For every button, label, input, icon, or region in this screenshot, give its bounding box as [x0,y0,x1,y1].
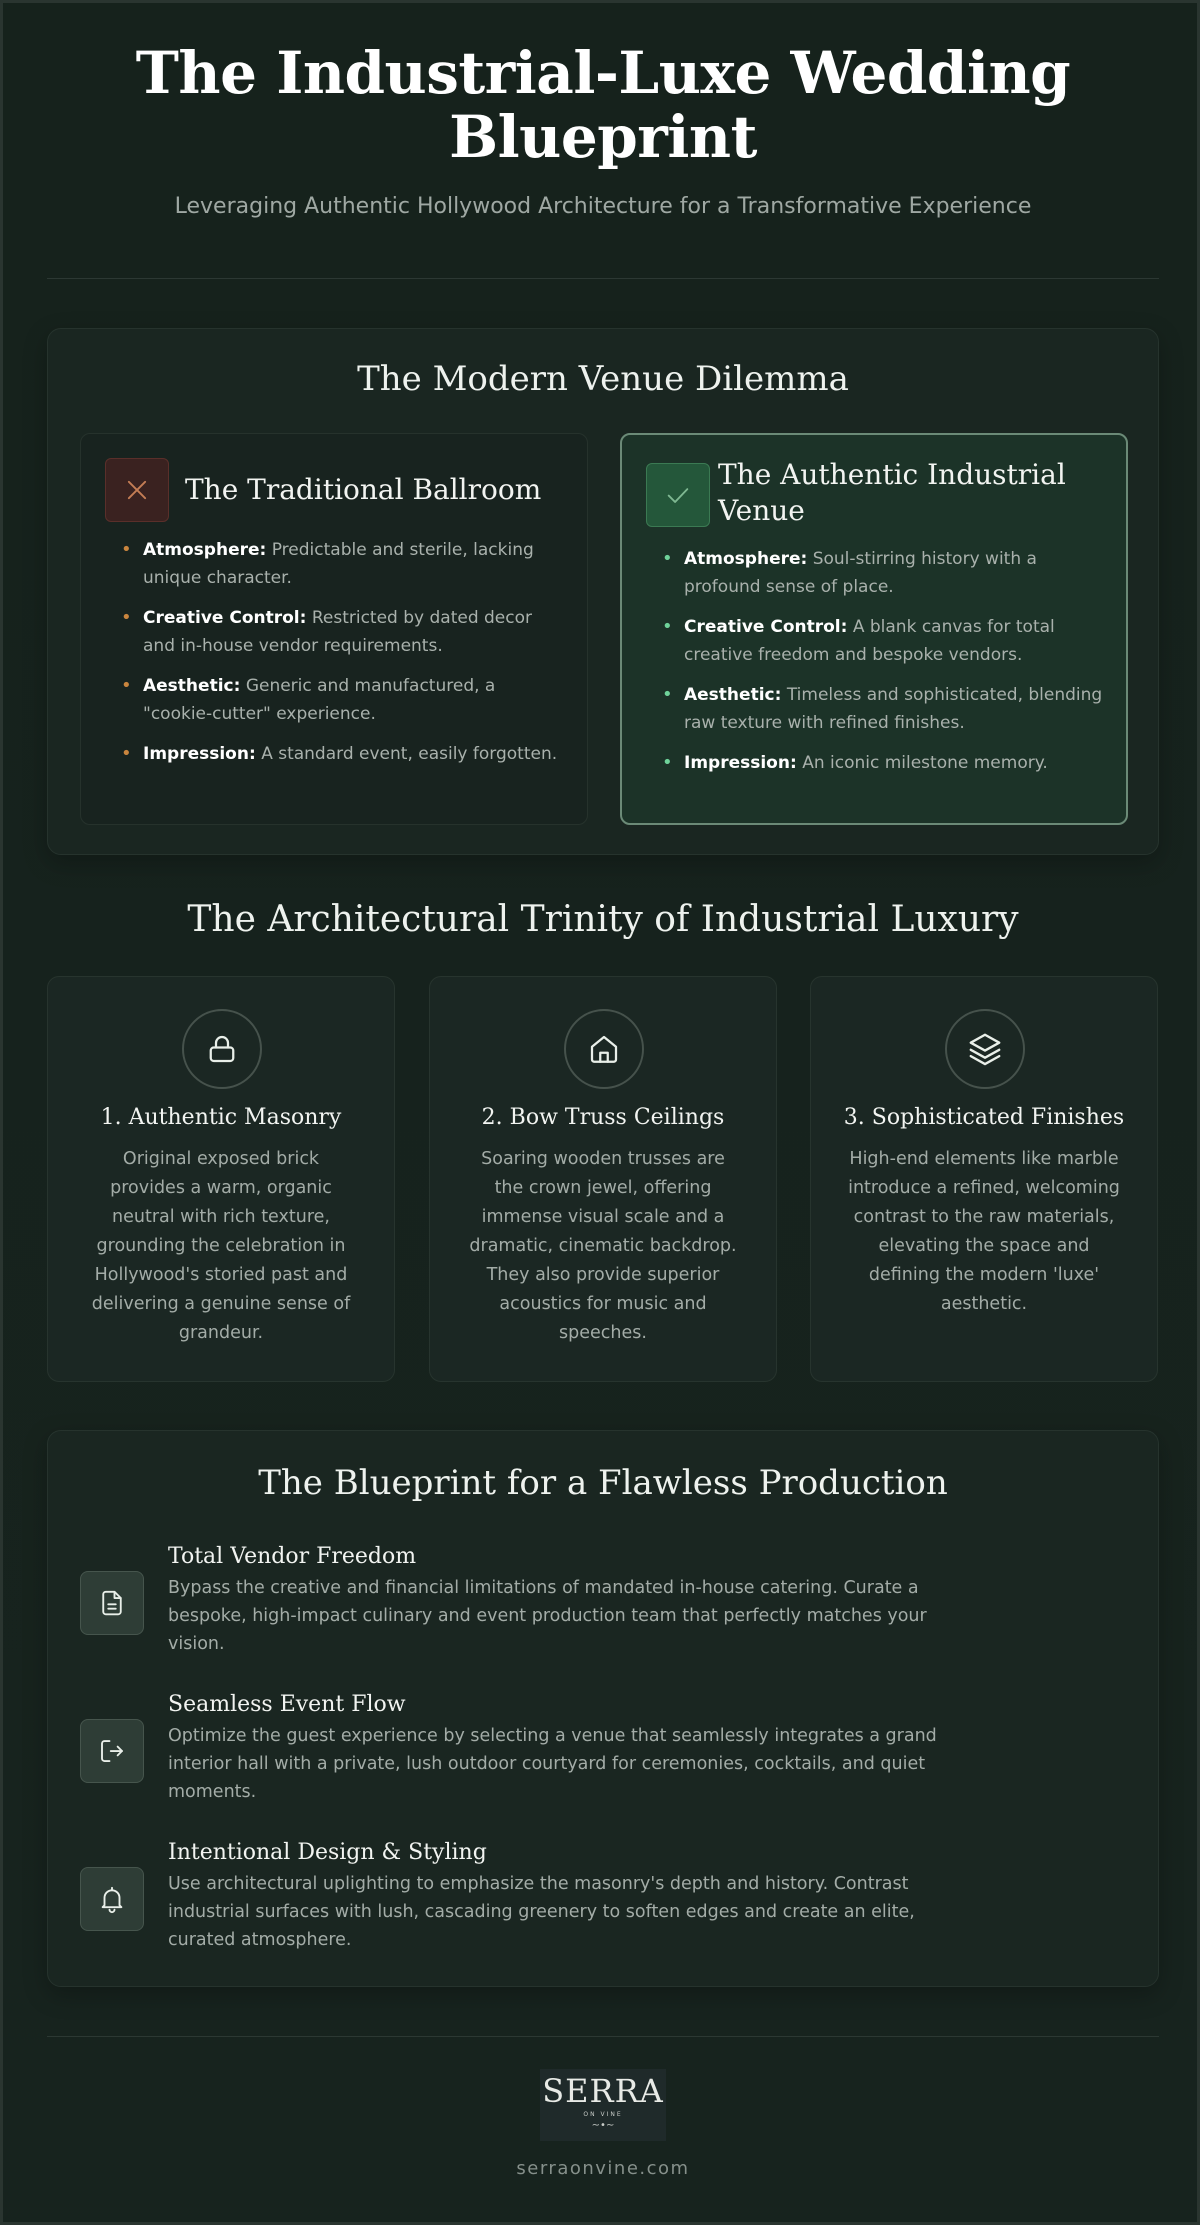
traditional-ballroom-card [80,433,588,825]
industrial-venue-card [620,433,1128,825]
hero-header [3,41,1200,223]
pillar-title: 1. Authentic Masonry [100,1105,342,1130]
list-item: • Atmosphere: Predictable and sterile, lacking unique character. [121,539,534,588]
website-link[interactable]: serraonvine.com [516,2158,690,2179]
step-text: Optimize the guest experience by selecting a venue that seamlessly integrates a grand interior hall with a private, lush outdoor courtyard for ceremonies, cocktails, and quiet moments. [168,1726,937,1802]
step-title: Intentional Design & Styling [168,1840,487,1865]
list-item: • Creative Control: A blank canvas for total creative freedom and bespoke vendors. [662,616,1055,665]
industrial-heading: The Authentic Industrial Venue [718,458,1066,527]
pillar-text: Original exposed brick provides a warm, organic neutral with rich texture, grounding the celebration in Hollywood's storied past and delivering a genuine sense of grandeur. [91,1149,351,1343]
list-item: • Atmosphere: Soul-stirring history with a profound sense of place. [662,548,1037,597]
list-item: • Impression: An iconic milestone memory. [662,752,1048,773]
logo-flourish-icon: ∼•∼ [591,2120,615,2131]
traditional-heading: The Traditional Ballroom [185,473,542,506]
bell-icon [80,1867,144,1931]
exit-icon [80,1719,144,1783]
logo-subtitle: ON VINE [583,2111,623,2118]
logo-wordmark: SERRA [542,2072,664,2110]
traditional-list [121,536,567,780]
pillar-title: 2. Bow Truss Ceilings [481,1105,725,1130]
step-title: Total Vendor Freedom [168,1544,417,1569]
list-item: • Aesthetic: Generic and manufactured, a "cookie-cutter" experience. [121,675,496,724]
brand-logo[interactable] [540,2069,666,2141]
step-title: Seamless Event Flow [168,1692,406,1717]
x-icon [105,458,169,522]
pillar-finishes [810,976,1158,1382]
footer-divider [47,2036,1159,2037]
blueprint-panel [47,1430,1159,1987]
pillar-title: 3. Sophisticated Finishes [843,1105,1125,1130]
list-item: • Impression: A standard event, easily forgotten. [121,743,558,764]
pillar-bow-truss [429,976,777,1382]
list-item: • Aesthetic: Timeless and sophisticated, blending raw texture with refined finishes. [662,684,1103,733]
step-text: Use architectural uplighting to emphasize the masonry's depth and history. Contrast industrial surfaces with lush, cascading greenery to soften edges and create an elite, curated atmosphere. [168,1874,915,1950]
step-text: Bypass the creative and financial limitations of mandated in-house catering. Curate a bespoke, high-impact culinary and event production team that perfectly matches your vision. [168,1578,927,1654]
list-item: • Creative Control: Restricted by dated decor and in-house vendor requirements. [121,607,533,656]
blueprint-title: The Blueprint for a Flawless Production [258,1463,948,1503]
home-icon [564,1009,644,1089]
header-divider [47,278,1159,279]
industrial-list [662,545,1106,789]
document-icon [80,1571,144,1635]
pillar-text: Soaring wooden trusses are the crown jewel, offering immense visual scale and a dramatic, cinematic backdrop. They also provide superior acoustics for music and speeches. [469,1149,737,1343]
pillar-text: High-end elements like marble introduce a refined, welcoming contrast to the raw materials, elevating the space and defining the modern 'luxe' aesthetic. [848,1149,1120,1314]
dilemma-panel [47,328,1159,855]
check-icon [646,463,710,527]
trinity-title: The Architectural Trinity of Industrial Luxury [187,899,1019,940]
page-subtitle: Leveraging Authentic Hollywood Architecture for a Transformative Experience [174,194,1032,219]
page-title: The Industrial-Luxe Wedding Blueprint [135,39,1071,171]
lock-icon [182,1009,262,1089]
layers-icon [945,1009,1025,1089]
dilemma-title: The Modern Venue Dilemma [357,359,849,399]
pillar-masonry [47,976,395,1382]
